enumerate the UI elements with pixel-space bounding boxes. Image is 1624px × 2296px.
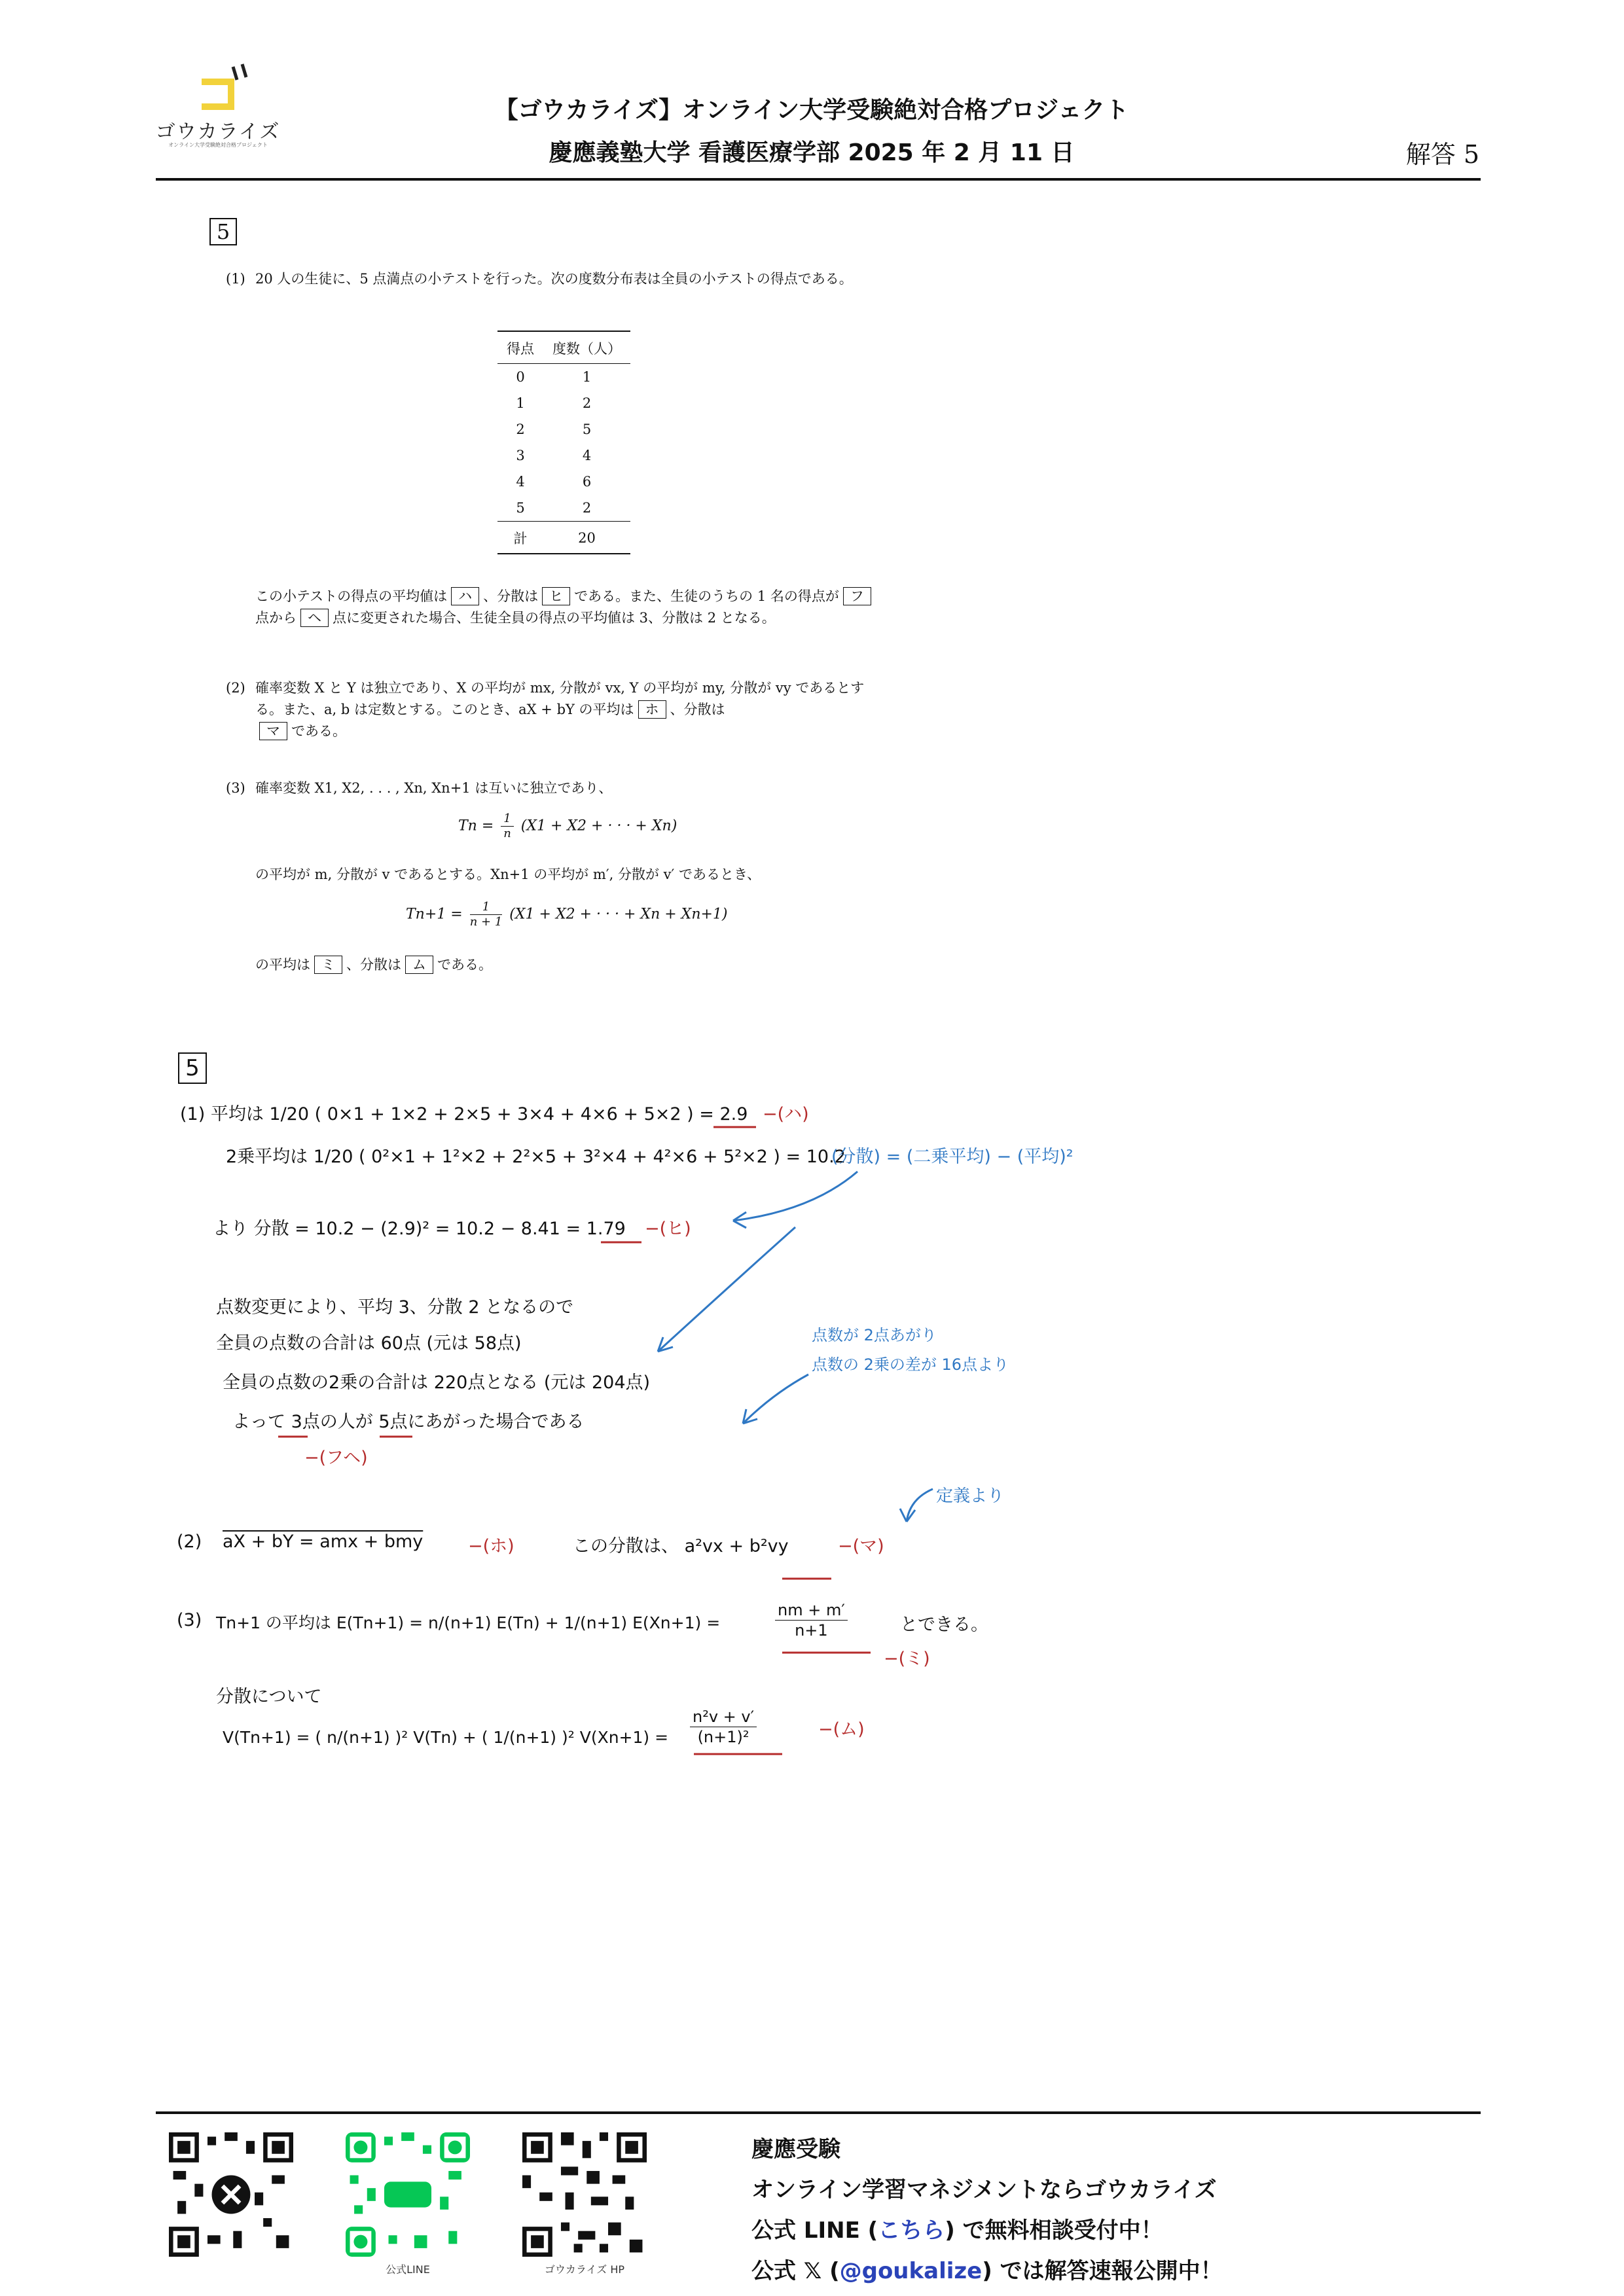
table-cell: 4 (582, 448, 592, 463)
arrow-head (900, 1509, 915, 1522)
answer-tag-ma: −(マ) (838, 1536, 884, 1556)
table-header-score: 得点 (497, 331, 543, 364)
q2-text-c: である。 (291, 723, 346, 739)
q3-end-a: の平均は (255, 957, 310, 973)
line-badge-text: LINE (397, 2220, 418, 2229)
table-cell: 0 (516, 369, 525, 385)
header-title: 【ゴウカライズ】オンライン大学受験絶対合格プロジェクト (494, 97, 1129, 124)
fraction-denominator: (n+1)² (697, 1728, 749, 1746)
answer-box-mu: ム (405, 956, 433, 974)
q1-text: 20 人の生徒に、5 点満点の小テストを行った。次の度数分布表は全員の小テストの得点である。 (255, 271, 853, 287)
header-divider (156, 178, 1481, 181)
logo-text: ゴウカライズ (155, 120, 281, 143)
table-row (497, 469, 630, 495)
logo-subtext: オンライン大学受験絶対合格プロジェクト (168, 142, 268, 148)
fraction-numerator: 1 (470, 900, 503, 915)
solution-line-variance: より 分散 = 10.2 − (2.9)² = 10.2 − 8.41 = 1.79 (213, 1219, 626, 1239)
solution-line-conclusion: よって 3点の人が 5点にあがった場合である (232, 1412, 585, 1432)
arrow-to-variance (733, 1172, 857, 1221)
table-cell: 4 (516, 474, 525, 490)
fraction-numerator: 1 (501, 812, 513, 827)
qr-line-icon[interactable] (346, 2132, 470, 2257)
answer-tag-ha: −(ハ) (763, 1104, 809, 1124)
logo (149, 60, 287, 152)
answer-box-hi: ヒ (542, 587, 570, 605)
answer-box-ma: マ (259, 722, 287, 740)
answer-box-ho: ホ (638, 700, 666, 719)
q1-text-c: である。また、生徒のうちの 1 名の得点が (574, 588, 839, 604)
note-variance-formula: (分散) = (二乗平均) − (平均)² (831, 1147, 1074, 1167)
fraction (501, 812, 513, 841)
footer-line-3-a: 公式 LINE ( (751, 2217, 878, 2244)
q2-question (255, 677, 884, 742)
fraction-denominator: n (503, 827, 511, 840)
q1-text-e: 点に変更された場合、生徒全員の得点の平均値は 3、分散は 2 となる。 (333, 610, 776, 626)
answer-tag-mu: −(ム) (818, 1719, 865, 1740)
q3-mid-text: の平均が m, 分散が v であるとする。Xn+1 の平均が m′, 分散が v′ であるとき、 (255, 867, 761, 882)
equation-rhs: (X1 + X2 + · · · + Xn + Xn+1) (509, 906, 728, 923)
q3-end-b: 、分散は (346, 957, 401, 973)
q1-text-b: 、分散は (483, 588, 539, 604)
q1-text-a: この小テストの得点の平均値は (255, 588, 448, 604)
table-cell: 2 (516, 422, 525, 437)
qr-homepage-icon[interactable] (522, 2132, 647, 2257)
arrow-head (658, 1337, 673, 1352)
answer-box-he: ヘ (300, 609, 329, 627)
fraction-denominator: n + 1 (469, 915, 503, 929)
qr-homepage-label: ゴウカライズ HP (544, 2263, 625, 2276)
table-cell: 計 (497, 522, 543, 554)
fraction-numerator: n²v + v′ (690, 1707, 757, 1727)
frequency-table (497, 331, 630, 554)
solution-q3-mean-end: とできる。 (900, 1615, 988, 1635)
footer-line-4-a: 公式 𝕏 ( (751, 2258, 840, 2284)
table-cell: 5 (516, 500, 525, 516)
solution-q3-label: (3) (177, 1610, 202, 1630)
table-row (497, 416, 630, 442)
answer-tag-mi: −(ミ) (884, 1649, 930, 1669)
equation-lhs: Tn = (458, 817, 494, 834)
arrow-head (733, 1212, 746, 1228)
answer-box-mi: ミ (314, 956, 342, 974)
table-row (497, 495, 630, 522)
solution-number: 5 (178, 1052, 207, 1084)
fraction (690, 1707, 757, 1747)
solution-q3-variance-fraction (687, 1707, 759, 1747)
solution-line-variance-intro: 分散について (216, 1687, 322, 1707)
problem-number: 5 (209, 218, 237, 245)
note-difference-2: 点数の 2乗の差が 16点より (812, 1355, 1009, 1374)
solution-line-q3-variance: V(Tn+1) = ( n/(n+1) )² V(Tn) + ( 1/(n+1) )² V(Xn+1) = (223, 1728, 669, 1747)
table-row (497, 442, 630, 469)
solution-line-square-mean: 2乗平均は 1/20 ( 0²×1 + 1²×2 + 2²×5 + 3²×4 + 4²×6 + 5²×2 ) = 10.2 (226, 1147, 846, 1167)
fraction-denominator: n+1 (795, 1621, 828, 1640)
note-difference-1: 点数が 2点あがり (812, 1326, 937, 1344)
arrow-to-square-sum (743, 1374, 808, 1424)
answer-tag-ho: −(ホ) (468, 1536, 514, 1556)
line-link[interactable]: こちら (878, 2217, 945, 2244)
solution-line-q2-variance: この分散は、 a²vx + b²vy (573, 1536, 789, 1556)
solution-line-mean: (1) 平均は 1/20 ( 0×1 + 1×2 + 2×5 + 3×4 + 4×6 + 5×2 ) = 2.9 (180, 1104, 748, 1124)
table-row (497, 364, 630, 391)
fraction (775, 1600, 848, 1640)
solution-line-expectation: aX + bY = amx + bmy (223, 1532, 424, 1552)
footer-line-3 (751, 2212, 1163, 2244)
q2-text-a: 確率変数 X と Y は独立であり、X の平均が mx, 分散が vx, Y の平均が my, 分散が vy であるとする。また、a, b は定数とする。このとき、aX + bY の平均は (255, 680, 865, 717)
equation-lhs: Tn+1 = (406, 906, 463, 923)
qr-x-icon[interactable] (169, 2132, 293, 2257)
answer-box-fu: フ (843, 587, 871, 605)
footer-line-2: オンライン学習マネジメントならゴウカライズ (751, 2177, 1217, 2203)
solution-line-sum: 全員の点数の合計は 60点 (元は 58点) (216, 1333, 522, 1354)
table-cell: 5 (582, 422, 592, 437)
q3-question (255, 954, 884, 976)
solution-q2-label: (2) (177, 1532, 202, 1552)
table-row (497, 390, 630, 416)
table-header-frequency: 度数（人） (543, 331, 630, 364)
table-cell: 6 (582, 474, 592, 490)
q2-label: (2) (226, 680, 245, 696)
q1-label: (1) (226, 271, 245, 287)
table-cell: 2 (582, 500, 592, 516)
footer-divider (156, 2111, 1481, 2114)
q2-text-b: 、分散は (670, 702, 725, 717)
q1-question (255, 586, 884, 629)
solution-line-square-sum: 全員の点数の2乗の合計は 220点となる (元は 204点) (223, 1372, 651, 1393)
footer-line-3-b: ) で無料相談受付中！ (945, 2217, 1163, 2244)
q3-end-c: である。 (437, 957, 492, 973)
logo-mark-icon (195, 60, 254, 113)
table-cell: 1 (582, 369, 592, 385)
arrow-to-definition (907, 1489, 933, 1522)
table-cell: 3 (516, 448, 525, 463)
equation-rhs: (X1 + X2 + · · · + Xn) (520, 817, 677, 834)
note-definition: 定義より (936, 1486, 1005, 1506)
footer-line-1: 慶應受験 (751, 2136, 840, 2162)
fraction (470, 900, 503, 929)
equation-tn1 (406, 900, 728, 929)
qr-line-label: 公式LINE (386, 2263, 430, 2276)
answer-tag-hi: −(ヒ) (645, 1219, 691, 1239)
solution-line-change: 点数変更により、平均 3、分散 2 となるので (216, 1297, 574, 1318)
page-label: 解答 5 (1405, 140, 1479, 169)
answer-tag-fuhe: −(フヘ) (304, 1448, 368, 1468)
table-total-row (497, 522, 630, 554)
arrow-to-sum (658, 1227, 795, 1352)
footer-line-4-b: ) では解答速報公開中！ (982, 2258, 1223, 2284)
solution-line-q3-mean: Tn+1 の平均は E(Tn+1) = n/(n+1) E(Tn) + 1/(n+1) E(Xn+1) = (216, 1613, 721, 1632)
header-subtitle: 慶應義塾大学 看護医療学部 2025 年 2 月 11 日 (549, 139, 1075, 166)
q3-label: (3) (226, 780, 245, 796)
equation-tn (458, 812, 677, 841)
table-cell: 2 (582, 395, 592, 411)
answer-box-ha: ハ (451, 587, 479, 605)
solution-q3-mean-fraction (772, 1600, 850, 1640)
x-account-link[interactable]: @goukalize (839, 2258, 983, 2284)
footer-line-4 (751, 2253, 1223, 2285)
q1-text-d: 点から (255, 610, 297, 626)
table-cell: 20 (543, 522, 630, 554)
fraction-numerator: nm + m′ (775, 1600, 848, 1621)
arrow-head (743, 1409, 757, 1424)
q3-text: 確率変数 X1, X2, . . . , Xn, Xn+1 は互いに独立であり、 (255, 780, 613, 796)
table-cell: 1 (516, 395, 525, 411)
